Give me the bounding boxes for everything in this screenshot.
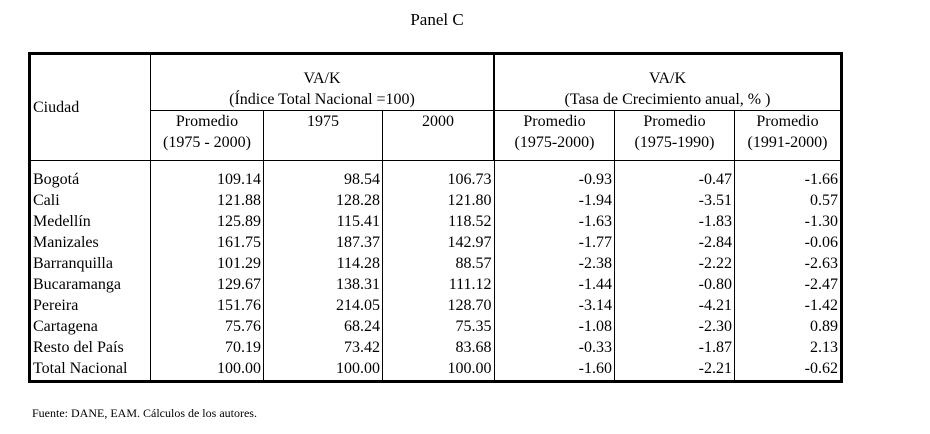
column-header-line2: (1975-1990) bbox=[634, 134, 715, 151]
value-cell: 106.73 bbox=[383, 161, 495, 191]
value-cell: -0.80 bbox=[615, 274, 735, 295]
value-cell: 98.54 bbox=[264, 161, 383, 191]
column-header-line1: Promedio bbox=[756, 113, 819, 130]
value-cell: 111.12 bbox=[383, 274, 495, 295]
group-title: VA/K bbox=[648, 70, 687, 87]
value-cell: 151.76 bbox=[217, 297, 261, 314]
value-cell: 109.14 bbox=[217, 171, 261, 188]
value-cell: -2.21 bbox=[615, 358, 735, 382]
group-header-row bbox=[30, 54, 842, 111]
value-cell: -1.60 bbox=[494, 358, 615, 382]
column-header-line1: Promedio bbox=[175, 113, 239, 130]
source-note: Fuente: DANE, EAM. Cálculos de los autores. bbox=[32, 406, 257, 420]
panel-title: Panel C bbox=[410, 10, 464, 29]
value-cell: 118.52 bbox=[383, 211, 495, 232]
value-cell: -1.63 bbox=[494, 211, 615, 232]
value-cell: -1.87 bbox=[615, 337, 735, 358]
table-row bbox=[30, 190, 842, 211]
city-cell: Cartagena bbox=[30, 316, 151, 337]
table-row bbox=[30, 337, 842, 358]
value-cell: 0.89 bbox=[735, 316, 842, 337]
table-row bbox=[30, 232, 842, 253]
table-row bbox=[30, 211, 842, 232]
value-cell: 88.57 bbox=[383, 253, 495, 274]
value-cell: -0.93 bbox=[494, 161, 615, 191]
value-cell: 121.88 bbox=[217, 192, 261, 209]
city-cell: Bucaramanga bbox=[30, 274, 151, 295]
value-cell: 115.41 bbox=[264, 211, 383, 232]
value-cell: -2.63 bbox=[735, 253, 842, 274]
value-cell: 100.00 bbox=[217, 360, 261, 377]
value-cell: 138.31 bbox=[264, 274, 383, 295]
data-table bbox=[28, 52, 843, 383]
column-header-line1: Promedio bbox=[523, 113, 586, 130]
table-row bbox=[30, 358, 842, 382]
column-header bbox=[615, 111, 735, 161]
value-cell: 75.35 bbox=[383, 316, 495, 337]
city-cell: Barranquilla bbox=[30, 253, 151, 274]
value-cell: -1.30 bbox=[735, 211, 842, 232]
column-header bbox=[383, 111, 495, 161]
value-cell: 125.89 bbox=[217, 213, 261, 230]
table-header bbox=[30, 54, 842, 161]
column-header-line2: (1991-2000) bbox=[747, 134, 828, 151]
column-header-line1: 1975 bbox=[307, 113, 339, 130]
value-cell: -2.22 bbox=[615, 253, 735, 274]
city-cell: Bogotá bbox=[30, 161, 151, 191]
group-header-index bbox=[151, 54, 495, 111]
city-cell: Cali bbox=[30, 190, 151, 211]
value-cell: -2.38 bbox=[494, 253, 615, 274]
column-header-line2: (1975-2000) bbox=[514, 134, 595, 151]
table-row bbox=[30, 274, 842, 295]
column-header bbox=[494, 111, 615, 161]
value-cell: 100.00 bbox=[264, 358, 383, 382]
value-cell: -1.08 bbox=[494, 316, 615, 337]
value-cell: 2.13 bbox=[735, 337, 842, 358]
city-cell: Manizales bbox=[30, 232, 151, 253]
value-cell: -1.44 bbox=[494, 274, 615, 295]
value-cell: 73.42 bbox=[264, 337, 383, 358]
value-cell: 128.70 bbox=[383, 295, 495, 316]
table-row bbox=[30, 295, 842, 316]
table-row bbox=[30, 253, 842, 274]
column-header-line1: 2000 bbox=[422, 113, 454, 130]
value-cell: 68.24 bbox=[264, 316, 383, 337]
value-cell: -0.06 bbox=[735, 232, 842, 253]
value-cell: 75.76 bbox=[225, 318, 261, 335]
value-cell: 100.00 bbox=[383, 358, 495, 382]
value-cell: -2.47 bbox=[735, 274, 842, 295]
group-subtitle: (Tasa de Crecimiento anual, % ) bbox=[564, 91, 771, 108]
value-cell: -3.14 bbox=[494, 295, 615, 316]
value-cell: -1.66 bbox=[735, 161, 842, 191]
column-header-line1: Promedio bbox=[643, 113, 706, 130]
value-cell: 187.37 bbox=[264, 232, 383, 253]
value-cell: -0.47 bbox=[615, 161, 735, 191]
value-cell: 101.29 bbox=[217, 255, 261, 272]
value-cell: 0.57 bbox=[735, 190, 842, 211]
value-cell: 161.75 bbox=[217, 234, 261, 251]
value-cell: 214.05 bbox=[264, 295, 383, 316]
value-cell: -1.77 bbox=[494, 232, 615, 253]
group-subtitle: (Índice Total Nacional =100) bbox=[229, 91, 415, 108]
value-cell: 114.28 bbox=[264, 253, 383, 274]
value-cell: -1.83 bbox=[615, 211, 735, 232]
value-cell: 129.67 bbox=[217, 276, 261, 293]
table-body bbox=[30, 161, 842, 382]
city-cell: Medellín bbox=[30, 211, 151, 232]
value-cell: -0.62 bbox=[735, 358, 842, 382]
value-cell: 128.28 bbox=[264, 190, 383, 211]
column-header-line2: (1975 - 2000) bbox=[163, 134, 251, 151]
value-cell: -2.30 bbox=[615, 316, 735, 337]
value-cell: -3.51 bbox=[615, 190, 735, 211]
city-column-header: Ciudad bbox=[30, 54, 151, 161]
group-title: VA/K bbox=[303, 70, 341, 87]
value-cell: 83.68 bbox=[383, 337, 495, 358]
sub-header-row bbox=[30, 111, 842, 161]
column-header bbox=[264, 111, 383, 161]
column-header bbox=[151, 111, 264, 161]
city-cell: Total Nacional bbox=[30, 358, 151, 382]
city-cell: Resto del País bbox=[30, 337, 151, 358]
table-row bbox=[30, 161, 842, 191]
value-cell: 70.19 bbox=[225, 339, 261, 356]
value-cell: 121.80 bbox=[383, 190, 495, 211]
column-header bbox=[735, 111, 842, 161]
value-cell: -0.33 bbox=[494, 337, 615, 358]
value-cell: -4.21 bbox=[615, 295, 735, 316]
value-cell: -1.94 bbox=[494, 190, 615, 211]
group-header-growth bbox=[494, 54, 842, 111]
value-cell: -1.42 bbox=[735, 295, 842, 316]
value-cell: 142.97 bbox=[383, 232, 495, 253]
table-row bbox=[30, 316, 842, 337]
value-cell: -2.84 bbox=[615, 232, 735, 253]
city-cell: Pereira bbox=[30, 295, 151, 316]
